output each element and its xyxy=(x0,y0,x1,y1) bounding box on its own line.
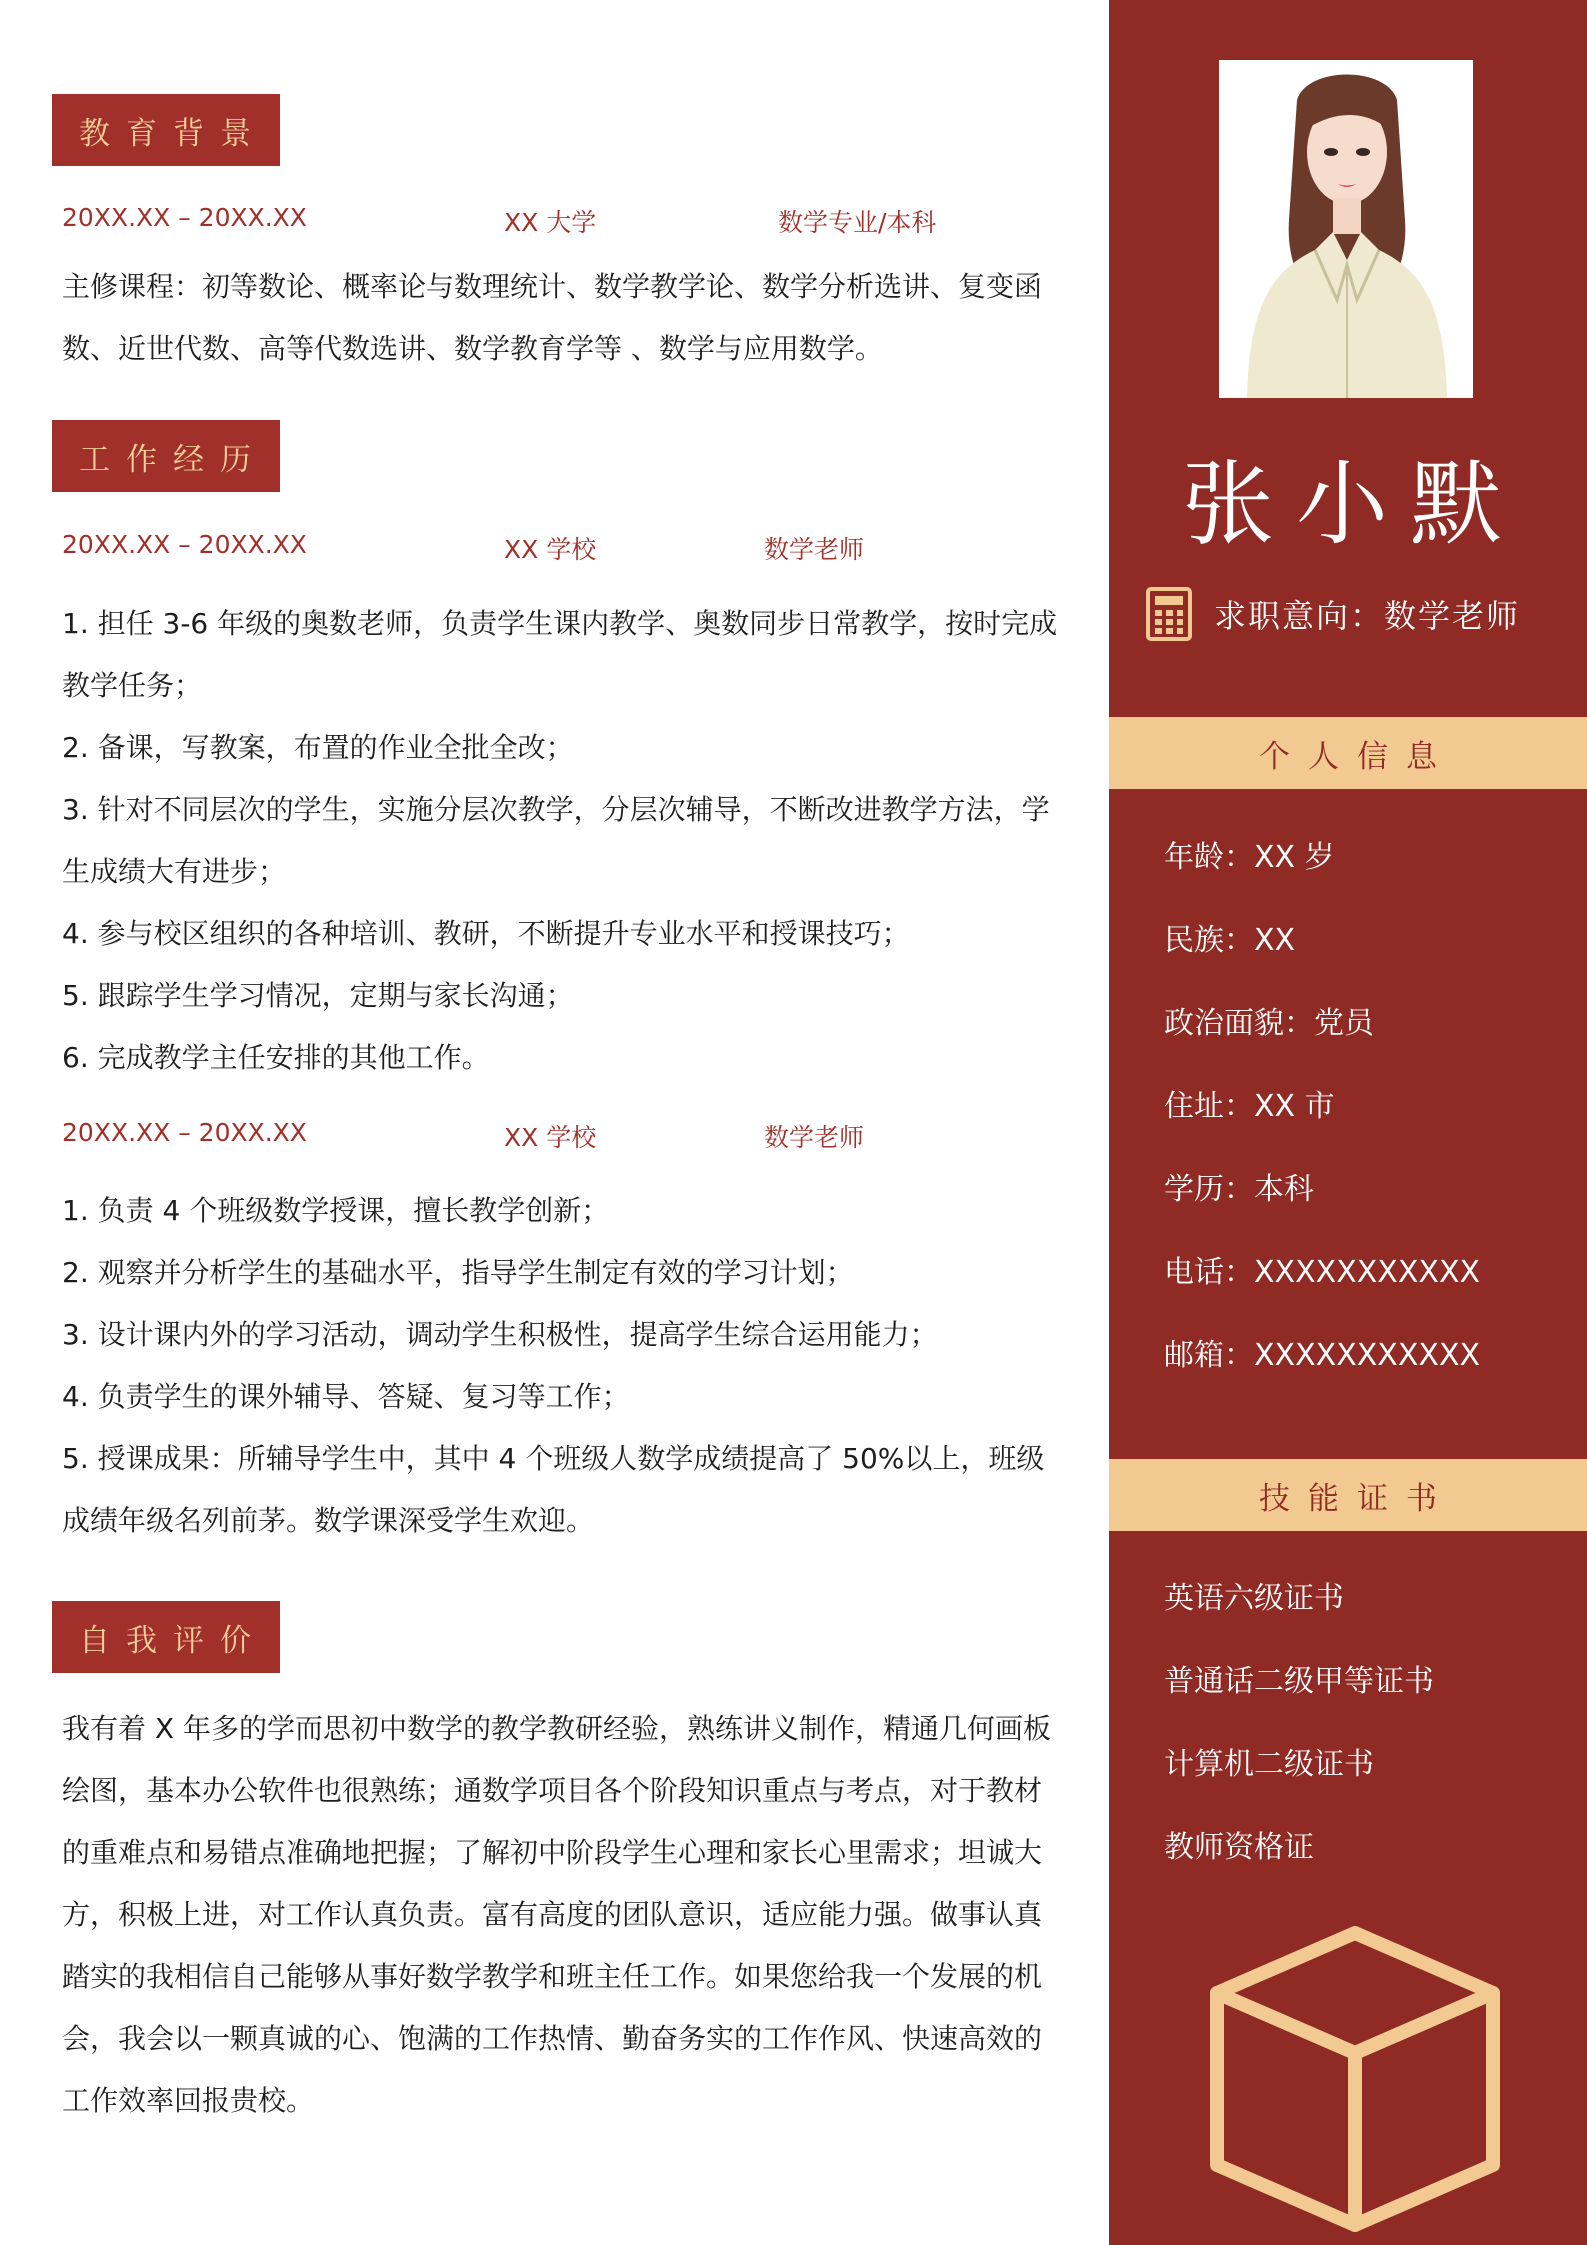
info-political-status: 政治面貌：党员 xyxy=(1164,1006,1374,1041)
list-item: 4. 参与校区组织的各种培训、教研，不断提升专业水平和授课技巧； xyxy=(62,917,910,950)
skill-item: 普通话二级甲等证书 xyxy=(1164,1664,1434,1699)
work-section-title: 工作经历 xyxy=(52,420,280,492)
info-address: 住址：XX 市 xyxy=(1164,1089,1335,1124)
list-item: 2. 观察并分析学生的基础水平，指导学生制定有效的学习计划； xyxy=(62,1256,854,1289)
list-item: 1. 担任 3-6 年级的奥数老师，负责学生课内教学、奥数同步日常教学，按时完成教学任务； xyxy=(62,607,1058,702)
skills-title: 技能证书 xyxy=(1109,1459,1587,1531)
job-duties-list xyxy=(62,593,1062,1089)
education-major: 数学专业/本科 xyxy=(778,208,937,237)
list-item: 2. 备课，写教案，布置的作业全批全改； xyxy=(62,731,574,764)
list-item: 5. 跟踪学生学习情况，定期与家长沟通； xyxy=(62,979,574,1012)
skills-list xyxy=(1164,1574,1434,1906)
education-meta xyxy=(62,203,1062,243)
job-org: XX 学校 xyxy=(504,1123,597,1152)
info-ethnicity: 民族：XX xyxy=(1164,923,1296,958)
job-intent-text: 求职意向：数学老师 xyxy=(1214,597,1521,635)
profile-photo xyxy=(1219,60,1473,398)
job-date: 20XX.XX – 20XX.XX xyxy=(62,530,307,559)
info-education: 学历：本科 xyxy=(1164,1172,1314,1207)
cube-icon xyxy=(1205,1925,1505,2235)
skill-item: 计算机二级证书 xyxy=(1164,1747,1374,1782)
education-date: 20XX.XX – 20XX.XX xyxy=(62,203,307,232)
job-intent xyxy=(1146,586,1520,642)
job-date: 20XX.XX – 20XX.XX xyxy=(62,1118,307,1147)
self-eval-section-title: 自我评价 xyxy=(52,1601,280,1673)
list-item: 3. 设计课内外的学习活动，调动学生积极性，提高学生综合运用能力； xyxy=(62,1318,938,1351)
education-section-title: 教育背景 xyxy=(52,94,280,166)
list-item: 6. 完成教学主任安排的其他工作。 xyxy=(62,1041,490,1074)
job-meta xyxy=(62,1118,1062,1158)
profile-name: 张小默 xyxy=(1181,451,1524,558)
info-email: 邮箱：XXXXXXXXXXX xyxy=(1164,1338,1481,1373)
skill-item: 英语六级证书 xyxy=(1164,1581,1344,1616)
education-school: XX 大学 xyxy=(504,208,597,237)
job-duties-list xyxy=(62,1180,1062,1552)
list-item: 3. 针对不同层次的学生，实施分层次教学，分层次辅导，不断改进教学方法，学生成绩大有进步； xyxy=(62,793,1050,888)
calculator-icon xyxy=(1146,587,1192,641)
job-org: XX 学校 xyxy=(504,535,597,564)
skill-item: 教师资格证 xyxy=(1164,1830,1314,1865)
info-phone: 电话：XXXXXXXXXXX xyxy=(1164,1255,1481,1290)
education-courses: 主修课程：初等数论、概率论与数理统计、数学教学论、数学分析选讲、复变函数、近世代数、高等代数选讲、数学教育学等 、数学与应用数学。 xyxy=(62,270,1043,365)
job-role: 数学老师 xyxy=(764,535,865,564)
list-item: 5. 授课成果：所辅导学生中，其中 4 个班级人数学成绩提高了 50%以上，班级成绩年级名列前茅。数学课深受学生欢迎。 xyxy=(62,1442,1045,1537)
list-item: 4. 负责学生的课外辅导、答疑、复习等工作； xyxy=(62,1380,630,1413)
list-item: 1. 负责 4 个班级数学授课，擅长教学创新； xyxy=(62,1194,610,1227)
info-age: 年龄：XX 岁 xyxy=(1164,840,1335,875)
self-eval-text: 我有着 X 年多的学而思初中数学的教学教研经验，熟练讲义制作，精通几何画板绘图，基本办公软件也很熟练；通数学项目各个阶段知识重点与考点，对于教材的重难点和易错点准确地把握；了解初中阶段学生心理和家长心里需求；坦诚大方，积极上进，对工作认真负责。富有高度的团队意识，适应能力强。做事认真踏实的我相信自己能够从事好数学教学和班主任工作。如果您给我一个发展的机会，我会以一颗真诚的心、饱满的工作热情、勤奋务实的工作作风、快速高效的工作效率回报贵校。 xyxy=(62,1712,1051,2117)
job-role: 数学老师 xyxy=(764,1123,865,1152)
job-meta xyxy=(62,530,1062,570)
personal-info-title: 个人信息 xyxy=(1109,717,1587,789)
personal-info-list xyxy=(1164,833,1480,1414)
